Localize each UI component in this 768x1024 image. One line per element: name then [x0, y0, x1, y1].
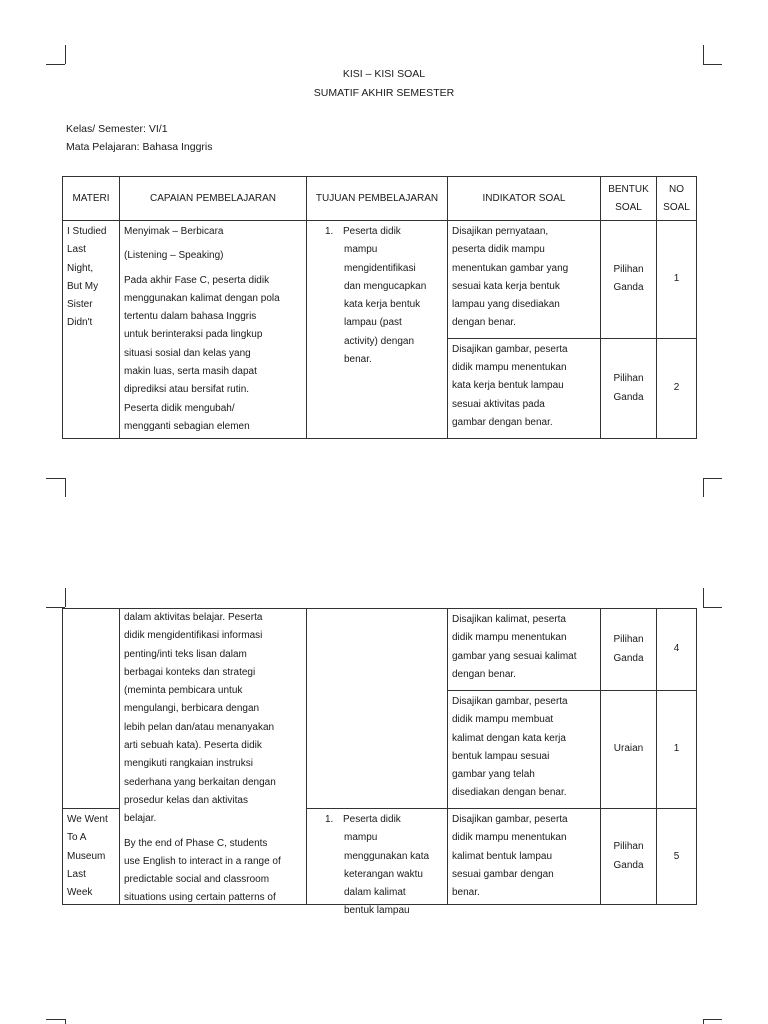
indikator-line: Disajikan gambar, peserta	[452, 343, 568, 355]
bentuk-soal-cell	[601, 221, 657, 339]
indikator-line: benar.	[452, 887, 480, 899]
materi-line: Last	[67, 244, 86, 256]
tujuan-number: 1.	[325, 226, 334, 237]
indikator-cell	[448, 609, 601, 691]
capaian-line: situasi sosial dan kelas yang	[124, 347, 251, 359]
no-soal-cell: 5	[657, 809, 697, 905]
capaian-line: penting/inti teks lisan dalam	[124, 648, 247, 660]
capaian-line: Menyimak – Berbicara	[124, 226, 224, 237]
indikator-line: gambar yang sesuai kalimat	[452, 650, 577, 662]
kisi-table-page1	[62, 176, 697, 439]
bentuk-line: Uraian	[613, 743, 644, 755]
bentuk-soal-cell	[601, 609, 657, 691]
tujuan-line: Peserta didik	[343, 226, 401, 237]
indikator-line: sesuai aktivitas pada	[452, 398, 545, 410]
indikator-cell	[448, 809, 601, 905]
doc-title: KISI – KISI SOAL	[342, 68, 426, 80]
capaian-line: belajar.	[124, 813, 157, 825]
capaian-line: mengulangi, berbicara dengan	[124, 703, 260, 715]
tujuan-line: bentuk lampau	[344, 905, 410, 917]
capaian-line: untuk berinteraksi pada lingkup	[124, 329, 263, 341]
indikator-line: dengan benar.	[452, 317, 516, 329]
header-capaian: CAPAIAN PEMBELAJARAN	[120, 177, 307, 221]
indikator-line: disediakan dengan benar.	[452, 787, 567, 799]
indikator-line: gambar dengan benar.	[452, 416, 553, 428]
indikator-cell	[448, 338, 601, 439]
indikator-line: didik mampu menentukan	[452, 632, 567, 644]
tujuan-line: lampau (past	[344, 317, 402, 329]
header-bentuk-soal	[601, 177, 657, 221]
indikator-line: didik mampu membuat	[452, 714, 554, 726]
materi-line: I Studied	[67, 226, 107, 237]
materi-line: Didn't	[67, 317, 93, 329]
header-no-soal	[657, 177, 697, 221]
header-tujuan: TUJUAN PEMBELAJARAN	[307, 177, 448, 221]
bentuk-line: Ganda	[613, 652, 644, 664]
materi-line: Night,	[67, 262, 94, 274]
header-bentuk-line: BENTUK	[608, 183, 649, 195]
bentuk-line: Ganda	[613, 282, 644, 294]
tujuan-cell	[307, 809, 448, 917]
materi-cell	[63, 809, 120, 905]
materi-line: We Went	[67, 814, 108, 825]
capaian-line: Pada akhir Fase C, peserta didik	[124, 274, 270, 286]
indikator-line: bentuk lampau sesuai	[452, 750, 550, 762]
doc-subtitle: SUMATIF AKHIR SEMESTER	[313, 87, 455, 99]
indikator-line: Disajikan gambar, peserta	[452, 814, 568, 825]
capaian-line: dalam aktivitas belajar. Peserta	[124, 612, 263, 623]
capaian-line: diprediksi atau bersifat rutin.	[124, 384, 250, 396]
indikator-line: sesuai gambar dengan	[452, 868, 554, 880]
capaian-line: sederhana yang berkaitan dengan	[124, 776, 276, 788]
no-soal-cell: 1	[657, 221, 697, 339]
table-header-row	[63, 177, 697, 221]
indikator-line: kalimat bentuk lampau	[452, 850, 553, 862]
indikator-line: gambar yang telah	[452, 769, 535, 781]
capaian-line: arti sebuah kata). Peserta didik	[124, 740, 262, 752]
table-row	[63, 609, 697, 691]
indikator-line: didik mampu menentukan	[452, 362, 567, 374]
capaian-line: makin luas, serta masih dapat	[124, 366, 257, 378]
indikator-line: dengan benar.	[452, 668, 516, 680]
capaian-line: mengikuti rangkaian instruksi	[124, 758, 253, 770]
capaian-line: By the end of Phase C, students	[124, 837, 268, 849]
indikator-cell	[448, 221, 601, 339]
capaian-cell	[120, 221, 307, 439]
tujuan-line: dalam kalimat	[344, 887, 406, 899]
tujuan-line: dan mengucapkan	[344, 280, 427, 292]
no-soal-cell: 2	[657, 338, 697, 439]
tujuan-number: 1.	[325, 814, 334, 825]
tujuan-line: mampu	[344, 244, 378, 256]
materi-line: Week	[67, 887, 93, 899]
materi-line: To A	[67, 832, 87, 844]
indikator-line: kalimat dengan kata kerja	[452, 732, 566, 744]
materi-line: Last	[67, 868, 86, 880]
bentuk-soal-cell	[601, 809, 657, 905]
subject: Mata Pelajaran: Bahasa Inggris	[66, 141, 213, 153]
tujuan-cell	[307, 221, 448, 439]
indikator-line: kata kerja bentuk lampau	[452, 380, 564, 392]
capaian-cell	[120, 609, 307, 905]
tujuan-line: mampu	[344, 832, 378, 844]
indikator-line: sesuai kata kerja bentuk	[452, 280, 560, 292]
materi-cell	[63, 221, 120, 439]
capaian-line: situations using certain patterns of	[124, 892, 276, 904]
header-no-line: SOAL	[663, 201, 690, 213]
kisi-table-page2	[62, 608, 697, 917]
header-materi: MATERI	[63, 177, 120, 221]
capaian-line: didik mengidentifikasi informasi	[124, 630, 263, 642]
indikator-line: lampau yang disediakan	[452, 299, 560, 311]
tujuan-line: activity) dengan	[344, 335, 415, 347]
materi-cell	[63, 609, 120, 809]
capaian-line: predictable social and classroom	[124, 874, 270, 886]
capaian-line: (Listening – Speaking)	[124, 250, 224, 262]
no-soal-cell: 1	[657, 691, 697, 809]
materi-line: But My	[67, 280, 99, 292]
capaian-line: menggunakan kalimat dengan pola	[124, 292, 280, 304]
no-soal-cell: 4	[657, 609, 697, 691]
capaian-line: use English to interact in a range of	[124, 855, 281, 867]
indikator-line: peserta didik mampu	[452, 244, 545, 256]
bentuk-line: Ganda	[613, 859, 644, 871]
header-no-line: NO	[669, 183, 684, 195]
capaian-line: berbagai konteks dan strategi	[124, 666, 256, 678]
indikator-line: Disajikan kalimat, peserta	[452, 614, 566, 625]
bentuk-line: Pilihan	[613, 841, 644, 853]
bentuk-line: Pilihan	[613, 634, 644, 646]
header-indikator: INDIKATOR SOAL	[448, 177, 601, 221]
materi-line: Museum	[67, 850, 106, 862]
tujuan-cell	[307, 609, 448, 809]
tujuan-line: benar.	[344, 354, 372, 366]
materi-line: Sister	[67, 299, 93, 311]
bentuk-line: Pilihan	[613, 373, 644, 385]
tujuan-line: menggunakan kata	[344, 850, 430, 862]
indikator-cell	[448, 691, 601, 809]
bentuk-soal-cell	[601, 338, 657, 439]
indikator-line: didik mampu menentukan	[452, 832, 567, 844]
table-row	[63, 221, 697, 339]
indikator-line: Disajikan pernyataan,	[452, 226, 549, 237]
capaian-line: Peserta didik mengubah/	[124, 402, 235, 414]
bentuk-soal-cell	[601, 691, 657, 809]
tujuan-line: keterangan waktu	[344, 868, 423, 880]
capaian-line: tertentu dalam bahasa Inggris	[124, 311, 257, 323]
capaian-line: prosedur kelas dan aktivitas	[124, 794, 248, 806]
indikator-line: menentukan gambar yang	[452, 262, 569, 274]
tujuan-line: Peserta didik	[343, 814, 401, 825]
capaian-line: mengganti sebagian elemen	[124, 420, 250, 432]
class-semester: Kelas/ Semester: VI/1	[66, 123, 168, 135]
bentuk-line: Pilihan	[613, 264, 644, 276]
capaian-line: lebih pelan dan/atau menanyakan	[124, 721, 275, 733]
indikator-line: Disajikan gambar, peserta	[452, 696, 568, 707]
header-bentuk-line: SOAL	[615, 201, 642, 213]
tujuan-line: kata kerja bentuk	[344, 299, 421, 311]
capaian-line: (meminta pembicara untuk	[124, 685, 243, 697]
tujuan-line: mengidentifikasi	[344, 262, 416, 274]
bentuk-line: Ganda	[613, 391, 644, 403]
